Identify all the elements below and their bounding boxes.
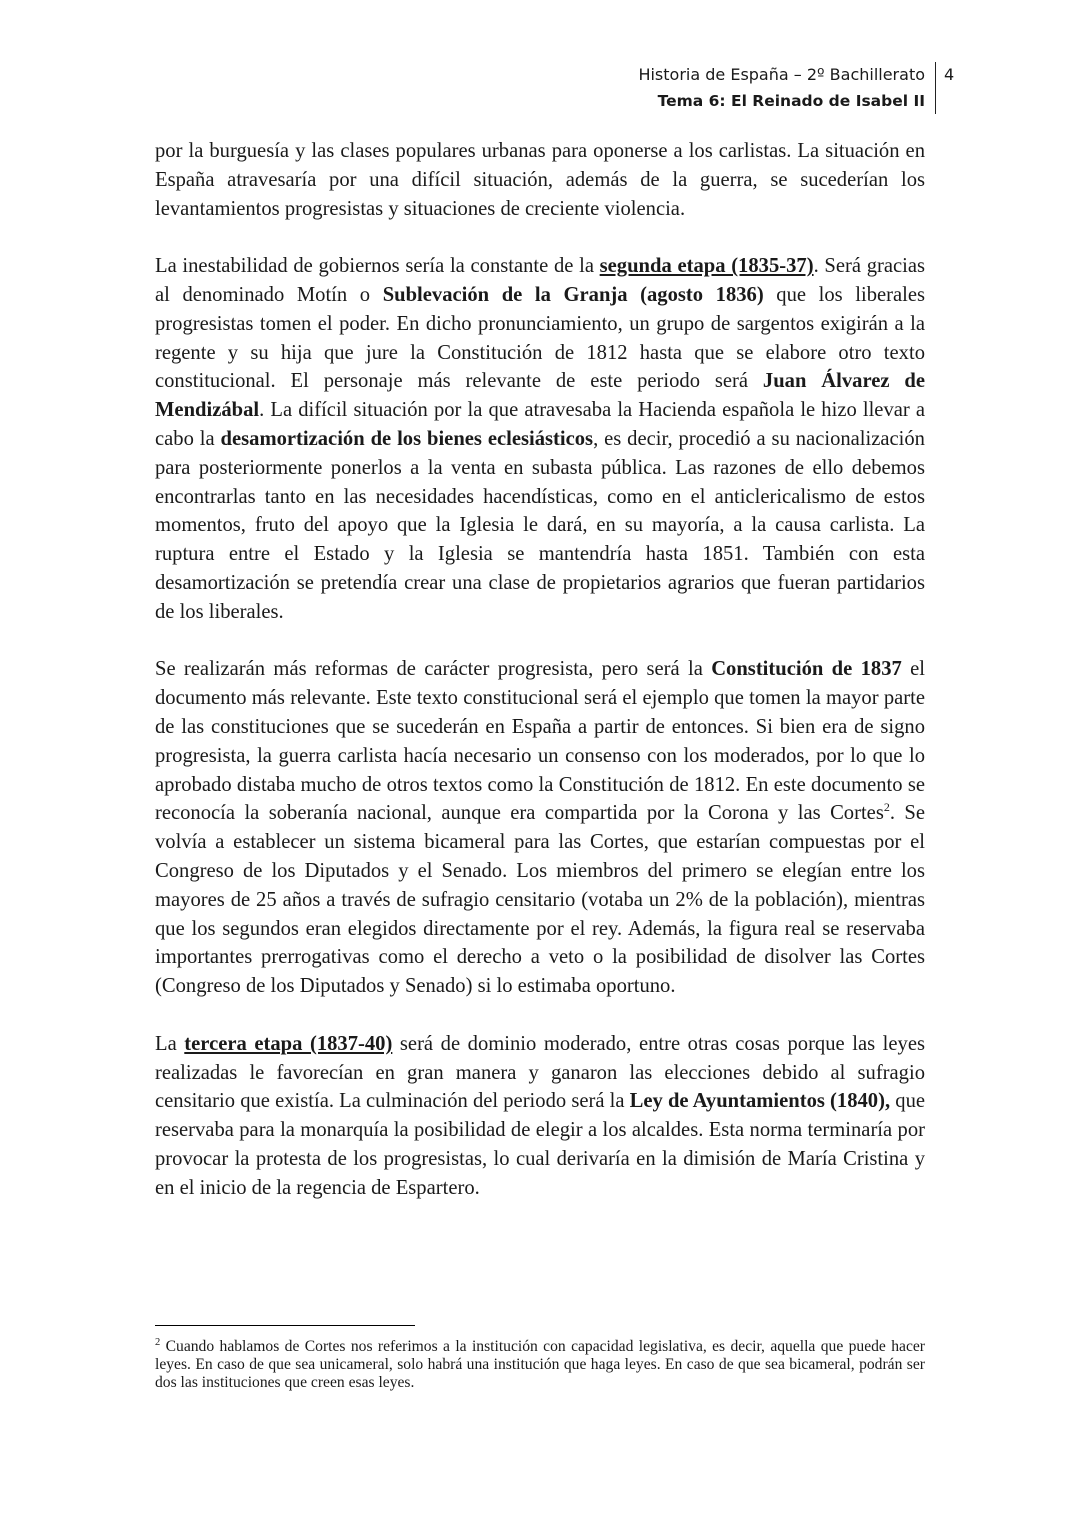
constitucion-1837-term: Constitución de 1837 [711, 658, 902, 681]
footnote-separator [155, 1325, 415, 1326]
paragraph-4-text-1: La [155, 1032, 185, 1055]
paragraph-2-text-2: . Será gracias al denominado Motín o [155, 255, 926, 306]
footnote [155, 1338, 925, 1393]
paragraph-2 [155, 252, 925, 626]
tercera-etapa-heading: tercera etapa (1837-40) [184, 1032, 393, 1055]
sublevacion-granja-term: Sublevación de la Granja (agosto 1836) [382, 283, 764, 306]
header-topic-title: Tema 6: El Reinado de Isabel II [657, 92, 925, 110]
paragraph-2-text-1: La inestabilidad de gobiernos sería la constante de la [155, 255, 600, 278]
paragraph-4-text-2: será de dominio moderado, entre otras cosas porque las leyes realizadas le favorecían en gran manera y ganaron las elecciones debido al sufragio censitario que existía. La culminación del periodo será la [155, 1032, 925, 1113]
paragraph-3-text-1: Se realizarán más reformas de carácter progresista, pero será la [155, 658, 712, 681]
paragraph-3 [155, 655, 925, 1001]
footnote-text: Cuando hablamos de Cortes nos referimos a la institución con capacidad legislativa, es decir, aquella que puede hacer leyes. En caso de que sea unicameral, solo habrá una institución que haga leyes. En caso de que sea bicameral, podrán ser dos las instituciones que creen esas leyes. [155, 1338, 925, 1392]
paragraph-1 [155, 137, 925, 223]
ley-ayuntamientos-term: Ley de Ayuntamientos (1840), [629, 1090, 891, 1113]
segunda-etapa-heading: segunda etapa (1835-37) [599, 255, 814, 278]
paragraph-2-text-5: , es decir, procedió a su nacionalización para posteriormente ponerlos a la venta en subasta pública. Las razones de ello debemos encontrarlas tanto en las necesidades hacendísticas, como en el anticlericalismo de estos momentos, fruto del apoyo que la Iglesia le dará, en su mayoría, a la causa carlista. La ruptura entre el Estado y la Iglesia se mantendría hasta 1851. También con esta desamortización se pretendía crear una clase de propietarios agrarios que fueran partidarios de los liberales. [155, 427, 925, 623]
header-course-title: Historia de España – 2º Bachillerato [638, 65, 925, 84]
paragraph-2-text-4: . La difícil situación por la que atravesaba la Hacienda española le hizo llevar a cabo la [155, 399, 925, 450]
footnote-number: 2 [155, 1336, 161, 1348]
paragraph-4 [155, 1030, 925, 1203]
paragraph-1-text: por la burguesía y las clases populares urbanas para oponerse a los carlistas. La situación en España atravesaría por una difícil situación, además de la guerra, se sucederían los levantamientos progresistas y situaciones de creciente violencia. [155, 140, 925, 220]
paragraph-3-text-2: el documento más relevante. Este texto constitucional será el ejemplo que tomen la mayor parte de las constituciones que se sucederán en España a partir de entonces. Si bien era de signo progresista, la guerra carlista hacía necesario un consenso con los moderados, por lo que lo aprobado distaba mucho de otros textos como la Constitución de 1812. En este documento se reconocía la soberanía nacional, aunque era compartida por la Corona y las Cortes [155, 658, 925, 825]
paragraph-3-text-3: . Se volvía a establecer un sistema bicameral para las Cortes, que estarían compuestas por el Congreso de los Diputados y el Senado. Los miembros del primero se elegían entre los mayores de 25 años a través de sufragio censitario (votaba un 2% de la población), mientras que los segundos eran elegidos directamente por el rey. Además, la figura real se reservaba importantes prerrogativas como el derecho a veto o la posibilidad de disolver las Cortes (Congreso de los Diputados y Senado) si lo estimaba oportuno. [155, 802, 926, 998]
mendizabal-term: Juan Álvarez de Mendizábal [155, 370, 925, 422]
page-number: 4 [944, 65, 955, 84]
document-body [155, 137, 925, 1231]
paragraph-4-text-3: que reservaba para la monarquía la posibilidad de elegir a los alcaldes. Esta norma terminaría por provocar la protesta de los progresistas, lo cual derivaría en la dimisión de María Cristina y en el inicio de la regencia de Espartero. [155, 1090, 926, 1199]
footnote-reference[interactable]: 2 [883, 800, 890, 815]
page-header [638, 62, 936, 114]
paragraph-2-text-3: que los liberales progresistas tomen el poder. En dicho pronunciamiento, un grupo de sargentos exigirán a la regente y su hija que jure la Constitución de 1812 hasta que se elabore otro texto constitucional. El personaje más relevante de este periodo será [155, 283, 926, 393]
desamortizacion-term: desamortización de los bienes eclesiásticos [220, 427, 594, 450]
